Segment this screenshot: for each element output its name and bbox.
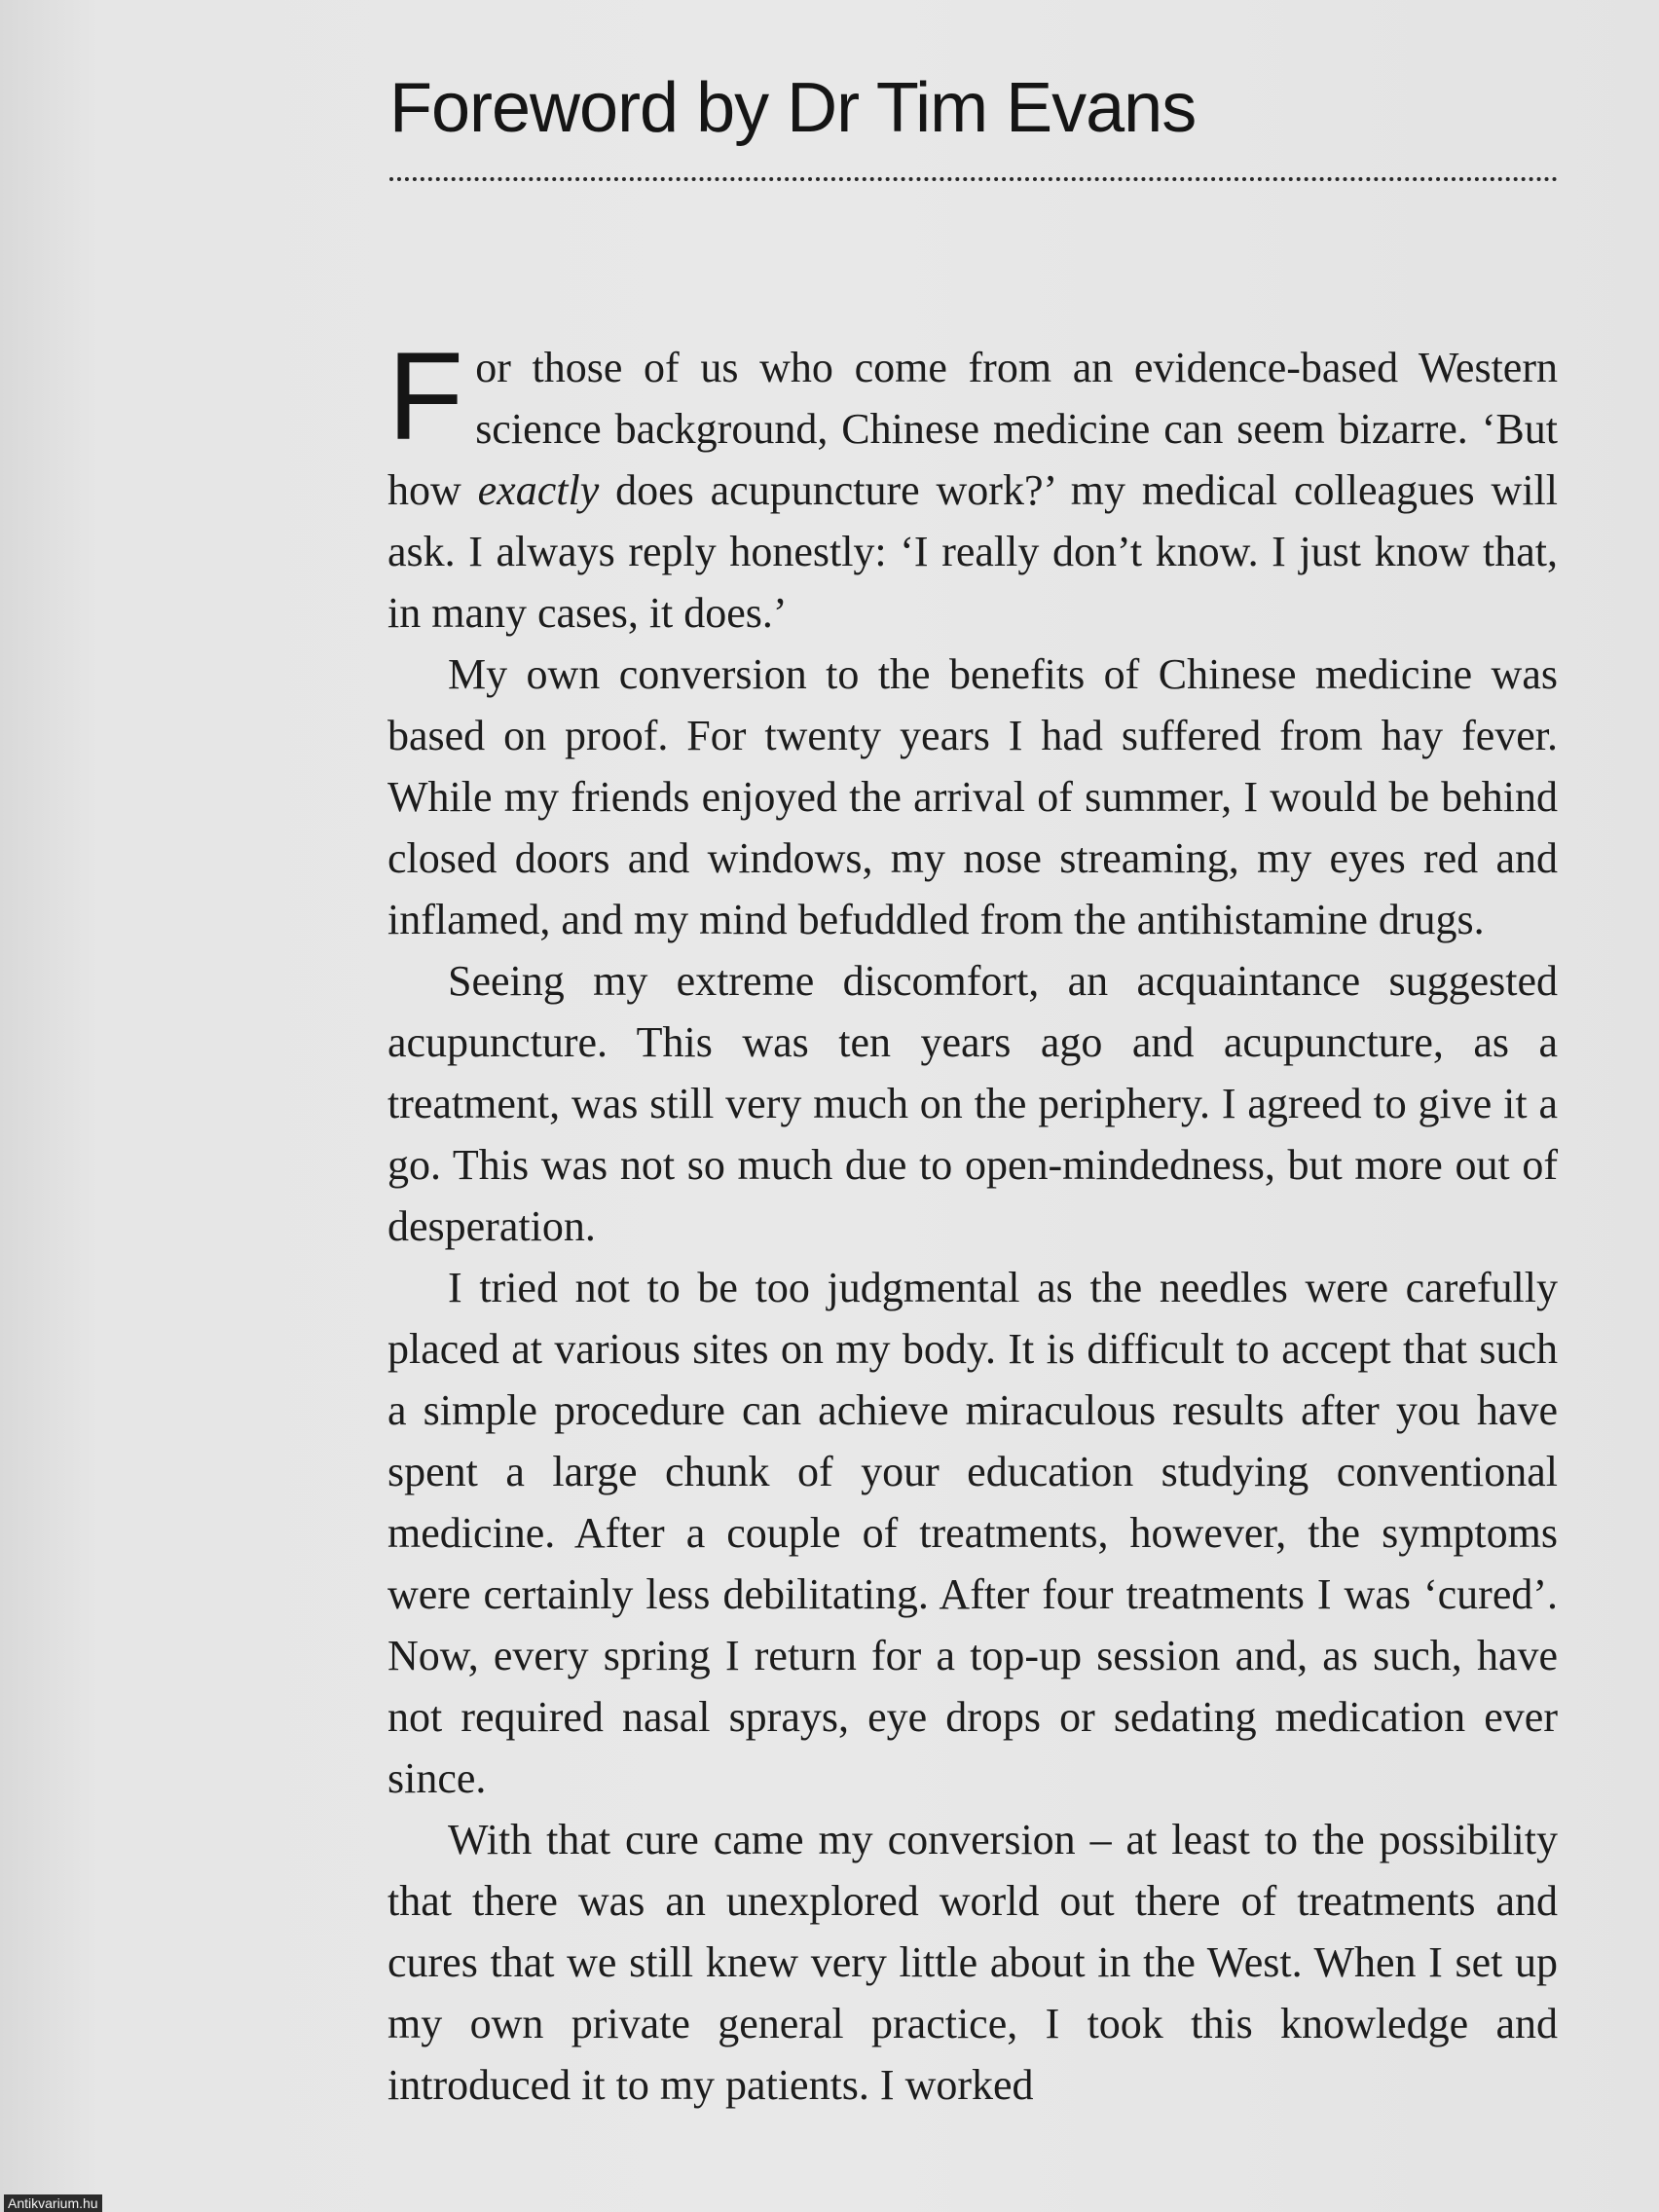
paragraph-4: I tried not to be too judgmental as the needles were carefully placed at various sites on my body. It is difficult to accept that such a simple procedure can achieve miraculous results after you have spent a large chunk of your education studying conventional medicine. After a couple of treatments, however, the symptoms were certainly less debilitating. After four treatments I was ‘cured’. Now, every spring I return for a top-up session and, as such, have not required nasal sprays, eye drops or sedating medication ever since. bbox=[387, 1264, 1558, 1802]
paragraph-2: My own conversion to the benefits of Chinese medicine was based on proof. For twenty years I had suffered from hay fever. While my friends enjoyed the arrival of summer, I would be behind closed doors and windows, my nose streaming, my eyes red and inflamed, and my mind befuddled from the antihistamine drugs. bbox=[387, 650, 1558, 943]
paragraph-1-text-b: does acupuncture work?’ my medical colleagues will ask. I always reply honestly: ‘I really don’t know. I just know that, in many cases, it does.’ bbox=[387, 466, 1558, 637]
paragraph-3: Seeing my extreme discomfort, an acquaintance suggested acupuncture. This was ten years ago and acupuncture, as a treatment, was still very much on the periphery. I agreed to give it a go. This was not so much due to open-mindedness, but more out of desperation. bbox=[387, 957, 1558, 1250]
dotted-divider bbox=[389, 177, 1558, 181]
foreword-body bbox=[387, 327, 1558, 2116]
site-watermark: Antikvarium.hu bbox=[4, 2194, 102, 2212]
emphasis-exactly: exactly bbox=[477, 466, 600, 514]
drop-cap: F bbox=[387, 327, 462, 466]
paragraph-1-text-a: or those of us who come from an evidence-based Western science background, Chinese medicine can seem bizarre. ‘But how bbox=[387, 344, 1558, 514]
page-title: Foreword by Dr Tim Evans bbox=[389, 69, 1197, 147]
paragraph-1 bbox=[387, 327, 1558, 644]
paragraph-5: With that cure came my conversion – at least to the possibility that there was an unexplored world out there of treatments and cures that we still knew very little about in the West. When I set up my own private general practice, I took this knowledge and introduced it to my patients. I worked bbox=[387, 1816, 1558, 2109]
